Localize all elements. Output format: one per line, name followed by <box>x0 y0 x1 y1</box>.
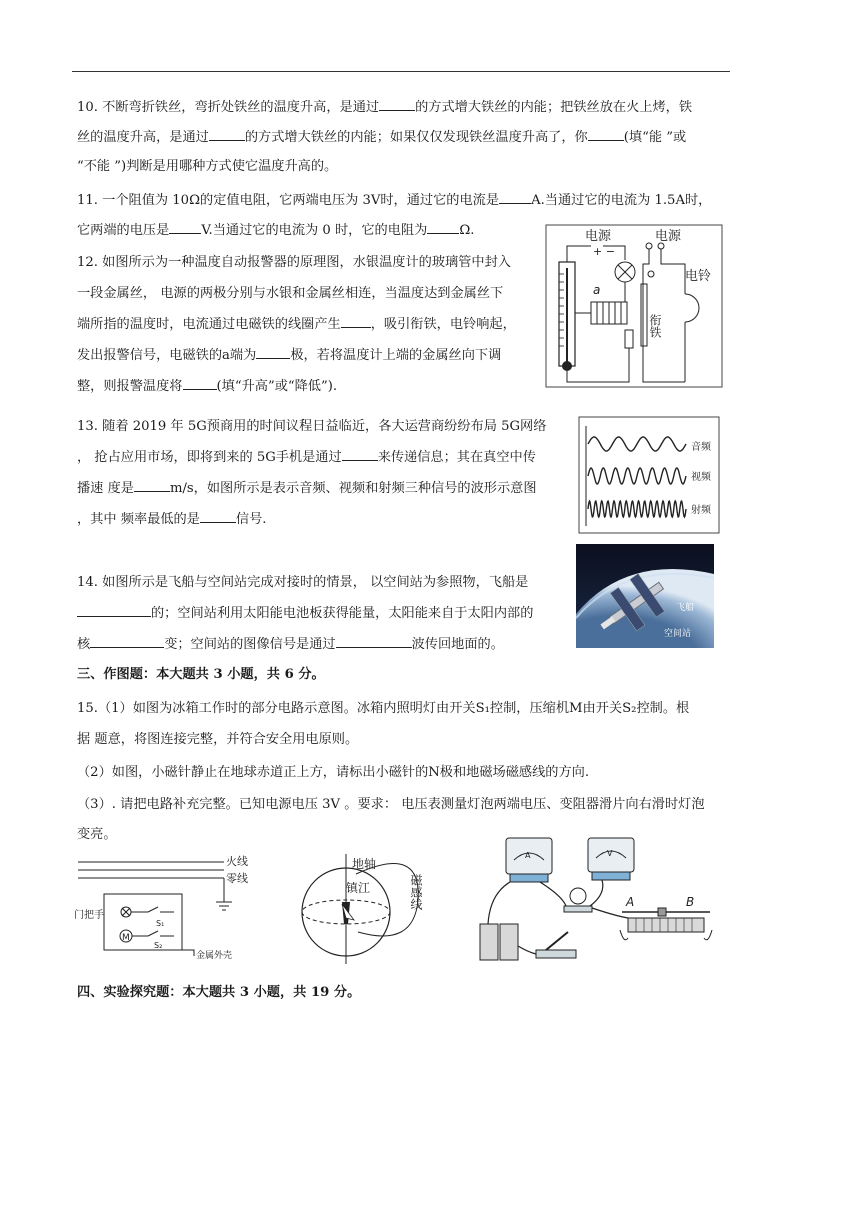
power-right-label: 电源 <box>655 229 682 244</box>
q14-line1: 14. 如图所示是飞船与空间站完成对接时的情景， 以空间站为参照物，飞船是 <box>77 575 529 590</box>
power-left-label: 电源 <box>585 229 612 244</box>
door-label: 门把手 <box>74 910 104 921</box>
s2-label: S₂ <box>154 941 163 950</box>
answer-blank[interactable] <box>427 221 459 234</box>
space-station-photo <box>576 544 714 648</box>
bell-label: 电铃 <box>685 269 712 284</box>
answer-blank[interactable] <box>379 98 415 111</box>
place-label: 镇江 <box>346 881 371 895</box>
live-wire-label: 火线 <box>226 855 248 868</box>
motor-label: M <box>122 933 130 943</box>
q13-line2: ， 抢占应用市场，即将到来的 5G手机是通过 来传递信息；其在真空中传 <box>77 450 536 465</box>
q12-line4: 发出报警信号，电磁铁的a端为 极，若将温度计上端的金属丝向下调 <box>77 348 502 363</box>
answer-blank[interactable] <box>336 635 412 648</box>
neutral-wire-label: 零线 <box>226 872 248 885</box>
header-rule <box>72 71 730 72</box>
answer-blank[interactable] <box>200 510 236 523</box>
q14-line2: 的；空间站利用太阳能电池板获得能量，太阳能来自于太阳内部的 <box>77 604 533 623</box>
ammeter-label: A <box>525 851 531 860</box>
section-4-heading: 四、实验探究题：本大题共 3 小题，共 19 分。 <box>77 985 361 1000</box>
terminal-a-label: A <box>626 895 635 909</box>
q12-line3: 端所指的温度时，电流通过电磁铁的线圈产生 ，吸引衔铁，电铃响起， <box>77 317 516 332</box>
waveform-figure <box>578 416 720 534</box>
q14-line3: 核 变；空间站的图像信号是通过 波传回地面的。 <box>77 637 504 652</box>
q13-line3: 播速 度是 m/s，如图所示是表示音频、视频和射频三种信号的波形示意图 <box>77 481 537 496</box>
q11-line2: 它两端的电压是 V.当通过它的电流为 0 时，它的电阻为 Ω. <box>77 223 475 238</box>
q15-p3-line2: 变亮。 <box>77 827 117 842</box>
answer-blank[interactable] <box>209 128 245 141</box>
rf-label: 射频 <box>691 505 711 516</box>
audio-label: 音频 <box>691 442 711 453</box>
voltmeter-label: V <box>607 849 613 858</box>
rf-wave <box>588 501 686 517</box>
q12-line5: 整，则报警温度将 (填“升高”或“降低”). <box>77 379 338 394</box>
q15-p1-line1: 15.（1）如图为冰箱工作时的部分电路示意图。冰箱内照明灯由开关S₁控制，压缩机M由开关S₂控制。根 <box>77 701 690 716</box>
earth-magnet-figure <box>296 848 446 968</box>
answer-blank[interactable] <box>342 448 378 461</box>
answer-blank[interactable] <box>77 604 151 617</box>
axis-label: 地轴 <box>352 857 377 871</box>
terminal-b-label: B <box>686 895 695 909</box>
fridge-circuit-figure <box>74 852 264 964</box>
slider-handle[interactable] <box>658 908 666 916</box>
q11-line1: 11. 一个阻值为 10Ω的定值电阻，它两端电压为 3V时，通过它的电流是 A.当通过它的电流为 1.5A时， <box>77 193 712 208</box>
terminal-a-label: a <box>593 283 601 297</box>
q15-p3-line1: （3）. 请把电路补充完整。已知电源电压 3V 。要求： 电压表测量灯泡两端电压、变阻器滑片向右滑时灯泡 <box>77 797 705 812</box>
plus-minus-label: + − <box>593 245 615 258</box>
answer-blank[interactable] <box>341 315 371 328</box>
answer-blank[interactable] <box>183 377 217 390</box>
answer-blank[interactable] <box>499 191 531 204</box>
field-label: 磁感线 <box>409 874 423 910</box>
answer-blank[interactable] <box>90 635 164 648</box>
section-3-heading: 三、作图题：本大题共 3 小题，共 6 分。 <box>77 667 325 682</box>
q10-line3: “不能 ”)判断是用哪种方式使它温度升高的。 <box>77 159 338 174</box>
case-label: 金属外壳 <box>196 951 233 961</box>
q13-line1: 13. 随着 2019 年 5G预商用的时间议程日益临近，各大运营商纷纷布局 5G网络 <box>77 419 547 434</box>
q13-line4: ，其中 频率最低的是 信号. <box>77 512 267 527</box>
armature-label: 衔铁 <box>648 314 662 338</box>
answer-blank[interactable] <box>169 221 201 234</box>
answer-blank[interactable] <box>134 479 170 492</box>
q10-line1: 10. 不断弯折铁丝，弯折处铁丝的温度升高，是通过 的方式增大铁丝的内能；把铁丝放在火上烤，铁 <box>77 100 693 115</box>
video-wave <box>588 468 686 484</box>
q12-line2: 一段金属丝， 电源的两极分别与水银和金属丝相连，当温度达到金属丝下 <box>77 286 504 301</box>
answer-blank[interactable] <box>588 128 624 141</box>
q12-line1: 12. 如图所示为一种温度自动报警器的原理图，水银温度计的玻璃管中封入 <box>77 255 511 270</box>
s1-label: S₁ <box>156 919 165 928</box>
apparatus-figure <box>470 834 720 968</box>
q15-p1-line2: 据 题意，将图连接完整，并符合安全用电原则。 <box>77 732 359 747</box>
ship-label: 飞船 <box>676 603 695 613</box>
alarm-circuit-figure <box>545 224 723 388</box>
video-label: 视频 <box>691 472 711 483</box>
audio-wave <box>588 437 686 451</box>
q10-line2: 丝的温度升高，是通过 的方式增大铁丝的内能；如果仅仅发现铁丝温度升高了，你 (填“能 ”或 <box>77 130 687 145</box>
station-label: 空间站 <box>664 629 692 639</box>
q15-p2: （2）如图，小磁针静止在地球赤道正上方，请标出小磁针的N极和地磁场磁感线的方向. <box>77 765 590 780</box>
answer-blank[interactable] <box>256 346 290 359</box>
